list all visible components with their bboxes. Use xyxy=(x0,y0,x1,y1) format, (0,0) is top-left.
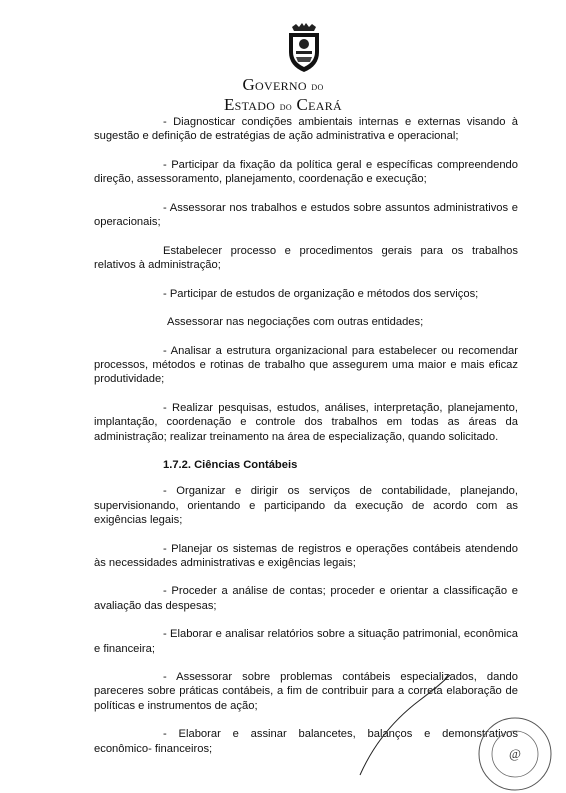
paragraph: - Organizar e dirigir os serviços de contabilidade, planejando, supervisionando, orientando e participando da execução de acordo com as exigências legais; xyxy=(94,485,518,526)
paragraph: - Assessorar nos trabalhos e estudos sobre assuntos administrativos e operacionais; xyxy=(94,201,518,229)
government-line xyxy=(0,76,566,95)
header-do: do xyxy=(311,79,324,93)
header-estado: Estado xyxy=(223,95,276,114)
paragraph: - Realizar pesquisas, estudos, análises, interpretação, planejamento, implantação, coordenação e controle dos trabalhos em todas as áreas da administração; realizar treinamento na área de especialização, quando solicitado. xyxy=(94,402,518,443)
paragraph: Assessorar nas negociações com outras entidades; xyxy=(167,316,424,329)
signature-stroke xyxy=(340,670,460,780)
paragraph: - Analisar a estrutura organizacional para estabelecer ou recomendar processos, métodos e rotinas de trabalho que assegurem uma maior e mais eficaz produtividade; xyxy=(94,345,518,386)
paragraph: - Elaborar e assinar balancetes, balanços e demonstrativos econômico- financeiros; xyxy=(94,728,518,755)
paragraph: - Participar da fixação da política geral e específicas compreendendo direção, assessoramento, planejamento, coordenação e execução; xyxy=(94,158,518,186)
svg-text:@: @ xyxy=(509,746,521,761)
paragraph: - Diagnosticar condições ambientais internas e externas visando à sugestão e definição de estratégias de ação administrativa e operacional; xyxy=(94,116,518,143)
paragraph: Estabelecer processo e procedimentos gerais para os trabalhos relativos à administração; xyxy=(94,244,518,271)
paragraph: - Planejar os sistemas de registros e operações contábeis atendendo às necessidades administrativas e exigências legais; xyxy=(94,542,518,569)
letterhead xyxy=(0,0,566,130)
official-stamp-icon xyxy=(470,712,560,792)
header-ceara: Ceará xyxy=(296,95,343,114)
paragraph: - Elaborar e analisar relatórios sobre a situação patrimonial, econômica e financeira; xyxy=(94,628,518,655)
state-line xyxy=(0,96,566,115)
section-heading: 1.7.2. Ciências Contábeis xyxy=(163,459,298,472)
header-governo: Governo xyxy=(242,75,307,94)
header-do2: do xyxy=(279,99,292,113)
paragraph: - Participar de estudos de organização e métodos dos serviços; xyxy=(163,287,479,300)
state-coat-of-arms-icon xyxy=(284,22,324,74)
paragraph: - Assessorar sobre problemas contábeis especializados, dando pareceres sobre práticas contábeis, a fim de contribuir para a correta elaboração de políticas e instrumentos de ação; xyxy=(94,671,518,712)
paragraph: - Proceder a análise de contas; proceder e orientar a classificação e avaliação das despesas; xyxy=(94,585,518,612)
